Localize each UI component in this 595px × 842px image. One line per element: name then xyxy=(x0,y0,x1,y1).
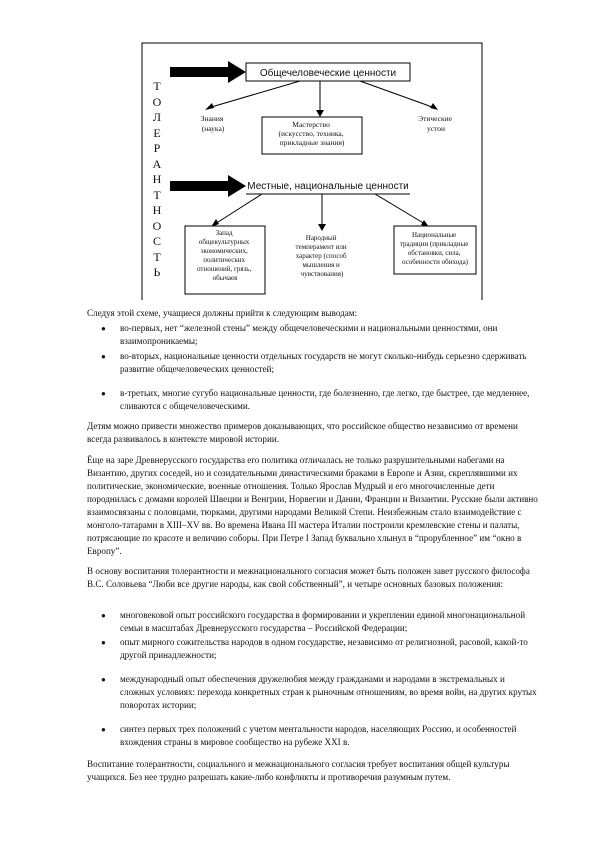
list-item: ● многовековой опыт российского государства в формировании и укреплении единой многонациональной семьи в масштабах Древнерусского государства – Российской Федерации; xyxy=(101,610,526,633)
vertical-title-letter: Р xyxy=(153,141,161,155)
vertical-title-letter: Н xyxy=(152,203,162,217)
vertical-title-letter: Е xyxy=(153,125,161,140)
box-temperament-line-4: мышления и xyxy=(302,261,340,269)
vertical-title-letter: Т xyxy=(153,187,161,202)
box-temperament-line-2: темперамент или xyxy=(295,243,347,251)
vertical-title-letter: Н xyxy=(152,172,162,186)
list-item: ● в-третьих, многие сугубо национальные ценности, где болезненно, где легко, где быстрее, где медленнее, сливаются с общечеловеческими. xyxy=(101,388,530,411)
box-peoples-line-1: Запад xyxy=(215,229,233,237)
box-social-line-4: особенности обихода) xyxy=(401,258,469,266)
vertical-title-letter: Т xyxy=(153,79,161,93)
vertical-title-letter: О xyxy=(152,218,162,233)
vertical-title-letter: Ь xyxy=(153,265,161,279)
box-social-line-3: обстановки, сила, xyxy=(407,249,461,257)
paragraph-examples: Детям можно привести множество примеров доказывающих, что российское общество независимо от времени всегда развивалось в контексте мировой истории. xyxy=(87,421,518,444)
box-peoples-line-3: экономических, xyxy=(200,247,248,255)
tolerance-diagram xyxy=(0,0,595,300)
paragraph-basis: В основу воспитания толерантности и межнационального согласия может быть положен завет русского философа В.С. Соловьева “Люби все другие народы, как свой собственный”, и четыре основных базовых положения: xyxy=(87,566,530,589)
vertical-title-letter: Л xyxy=(152,110,162,124)
box-temperament-line-1: Народный xyxy=(305,234,337,242)
svg-text:Знания (наука) xyxy=(201,114,225,133)
bullet-icon: ● xyxy=(101,611,106,620)
bullet-icon: ● xyxy=(101,389,106,398)
bullet-icon: ● xyxy=(101,352,106,361)
conclusions-list xyxy=(87,322,539,413)
arrow-to-universal xyxy=(170,61,246,83)
list-item: ● международный опыт обеспечения дружелюбия между гражданами и народами в экстремальных и сложных условиях: перехода конкретных стран к рыночным отношениям, во время войн, на других крутых поворотах истории; xyxy=(101,674,537,710)
list-item: ● во-первых, нет “железной стены” между общечеловеческими и национальными ценностями, они взаимопроникаемы; xyxy=(101,323,498,346)
vertical-title-letter: О xyxy=(152,94,162,109)
vertical-title-letter: Т xyxy=(153,249,161,264)
vertical-title-letter: С xyxy=(152,234,161,248)
box-mastery-line-2: (искусство, техника, xyxy=(278,129,344,138)
box-ethical-line-2: устои xyxy=(426,124,446,133)
box-science-line-2: (наука) xyxy=(201,124,225,133)
box-peoples-line-5: отношений, грязь, xyxy=(197,265,252,273)
principles-list xyxy=(87,609,539,749)
list-item: ● синтез первых трех положений с учетом ментальности народов, населяющих Россию, и особенностей вхождения страны в мировое сообщество на рубеже XXI в. xyxy=(101,724,517,747)
box-social-line-2: традиции (прикладные xyxy=(399,240,469,248)
vertical-title-letter: А xyxy=(152,156,162,171)
bullet-icon: ● xyxy=(101,638,106,647)
bullet-icon: ● xyxy=(101,324,106,333)
box-social-line-1: Национальные xyxy=(411,231,457,239)
box-ethical-line-1: Этические xyxy=(418,114,452,123)
paragraph-history: Ёще на заре Древнерусского государства его политика отличалась не только разрушительными набегами на Византию, других соседей, но и созидательными династическими браками в Европе и Азии, скреплявшими их политические, экономические, военные отношения. Только Ярослав Мудрый и его многочисленные дети породнилась с домами королей Швеции и Венгрии, Норвегии и Дании, Франции и Византии. Русские были активно взаимосвязаны с половцами, тюрками, другими народами Великой Степи. Неизбежным стало взаимодействие с монголо-татарами в XIII–XV вв. Во времена Ивана III мастера Италии построили кремлевские стены и палаты, потрясающие по красоте и величию соборы. При Петре I Запад буквально хлынул в “прорубленное” им “окно в Европу”. xyxy=(87,455,538,556)
box-mastery-line-1: Мастерство xyxy=(292,120,330,129)
paragraph-conclusion: Воспитание толерантности, социального и межнационального согласия требует воспитания общей культуры учащихся. Без нее трудно разрешать какие-либо конфликты и противоречия разумным путем. xyxy=(87,759,510,782)
list-item: ● во-вторых, национальные ценности отдельных государств не могут сколько-нибудь серьезно сдерживать развитие общечеловеческих ценностей; xyxy=(101,351,527,374)
arrow-to-national xyxy=(170,175,246,197)
box-temperament-line-3: характер (способ xyxy=(295,252,347,260)
box-peoples-line-6: обычаев xyxy=(212,274,238,282)
box-national-label: Местные, национальные ценности xyxy=(247,181,409,192)
box-science-line-1: Знания xyxy=(200,114,224,123)
list-item: ● опыт мирного сожительства народов в одном государстве, независимо от религиозной, расовой, какой-то другой принадлежности; xyxy=(101,637,528,660)
bullet-icon: ● xyxy=(101,725,106,734)
box-peoples-line-4: политических xyxy=(203,256,246,264)
box-universal-label: Общечеловеческие ценности xyxy=(259,68,397,79)
bullet-icon: ● xyxy=(101,675,106,684)
box-temperament-line-5: чувствования) xyxy=(300,270,344,278)
box-peoples-line-2: общекультурных xyxy=(198,238,250,246)
intro-text: Следуя этой схеме, учащиеся должны прийти к следующим выводам: xyxy=(87,308,358,318)
box-mastery-line-3: прикладные знания) xyxy=(279,138,345,147)
